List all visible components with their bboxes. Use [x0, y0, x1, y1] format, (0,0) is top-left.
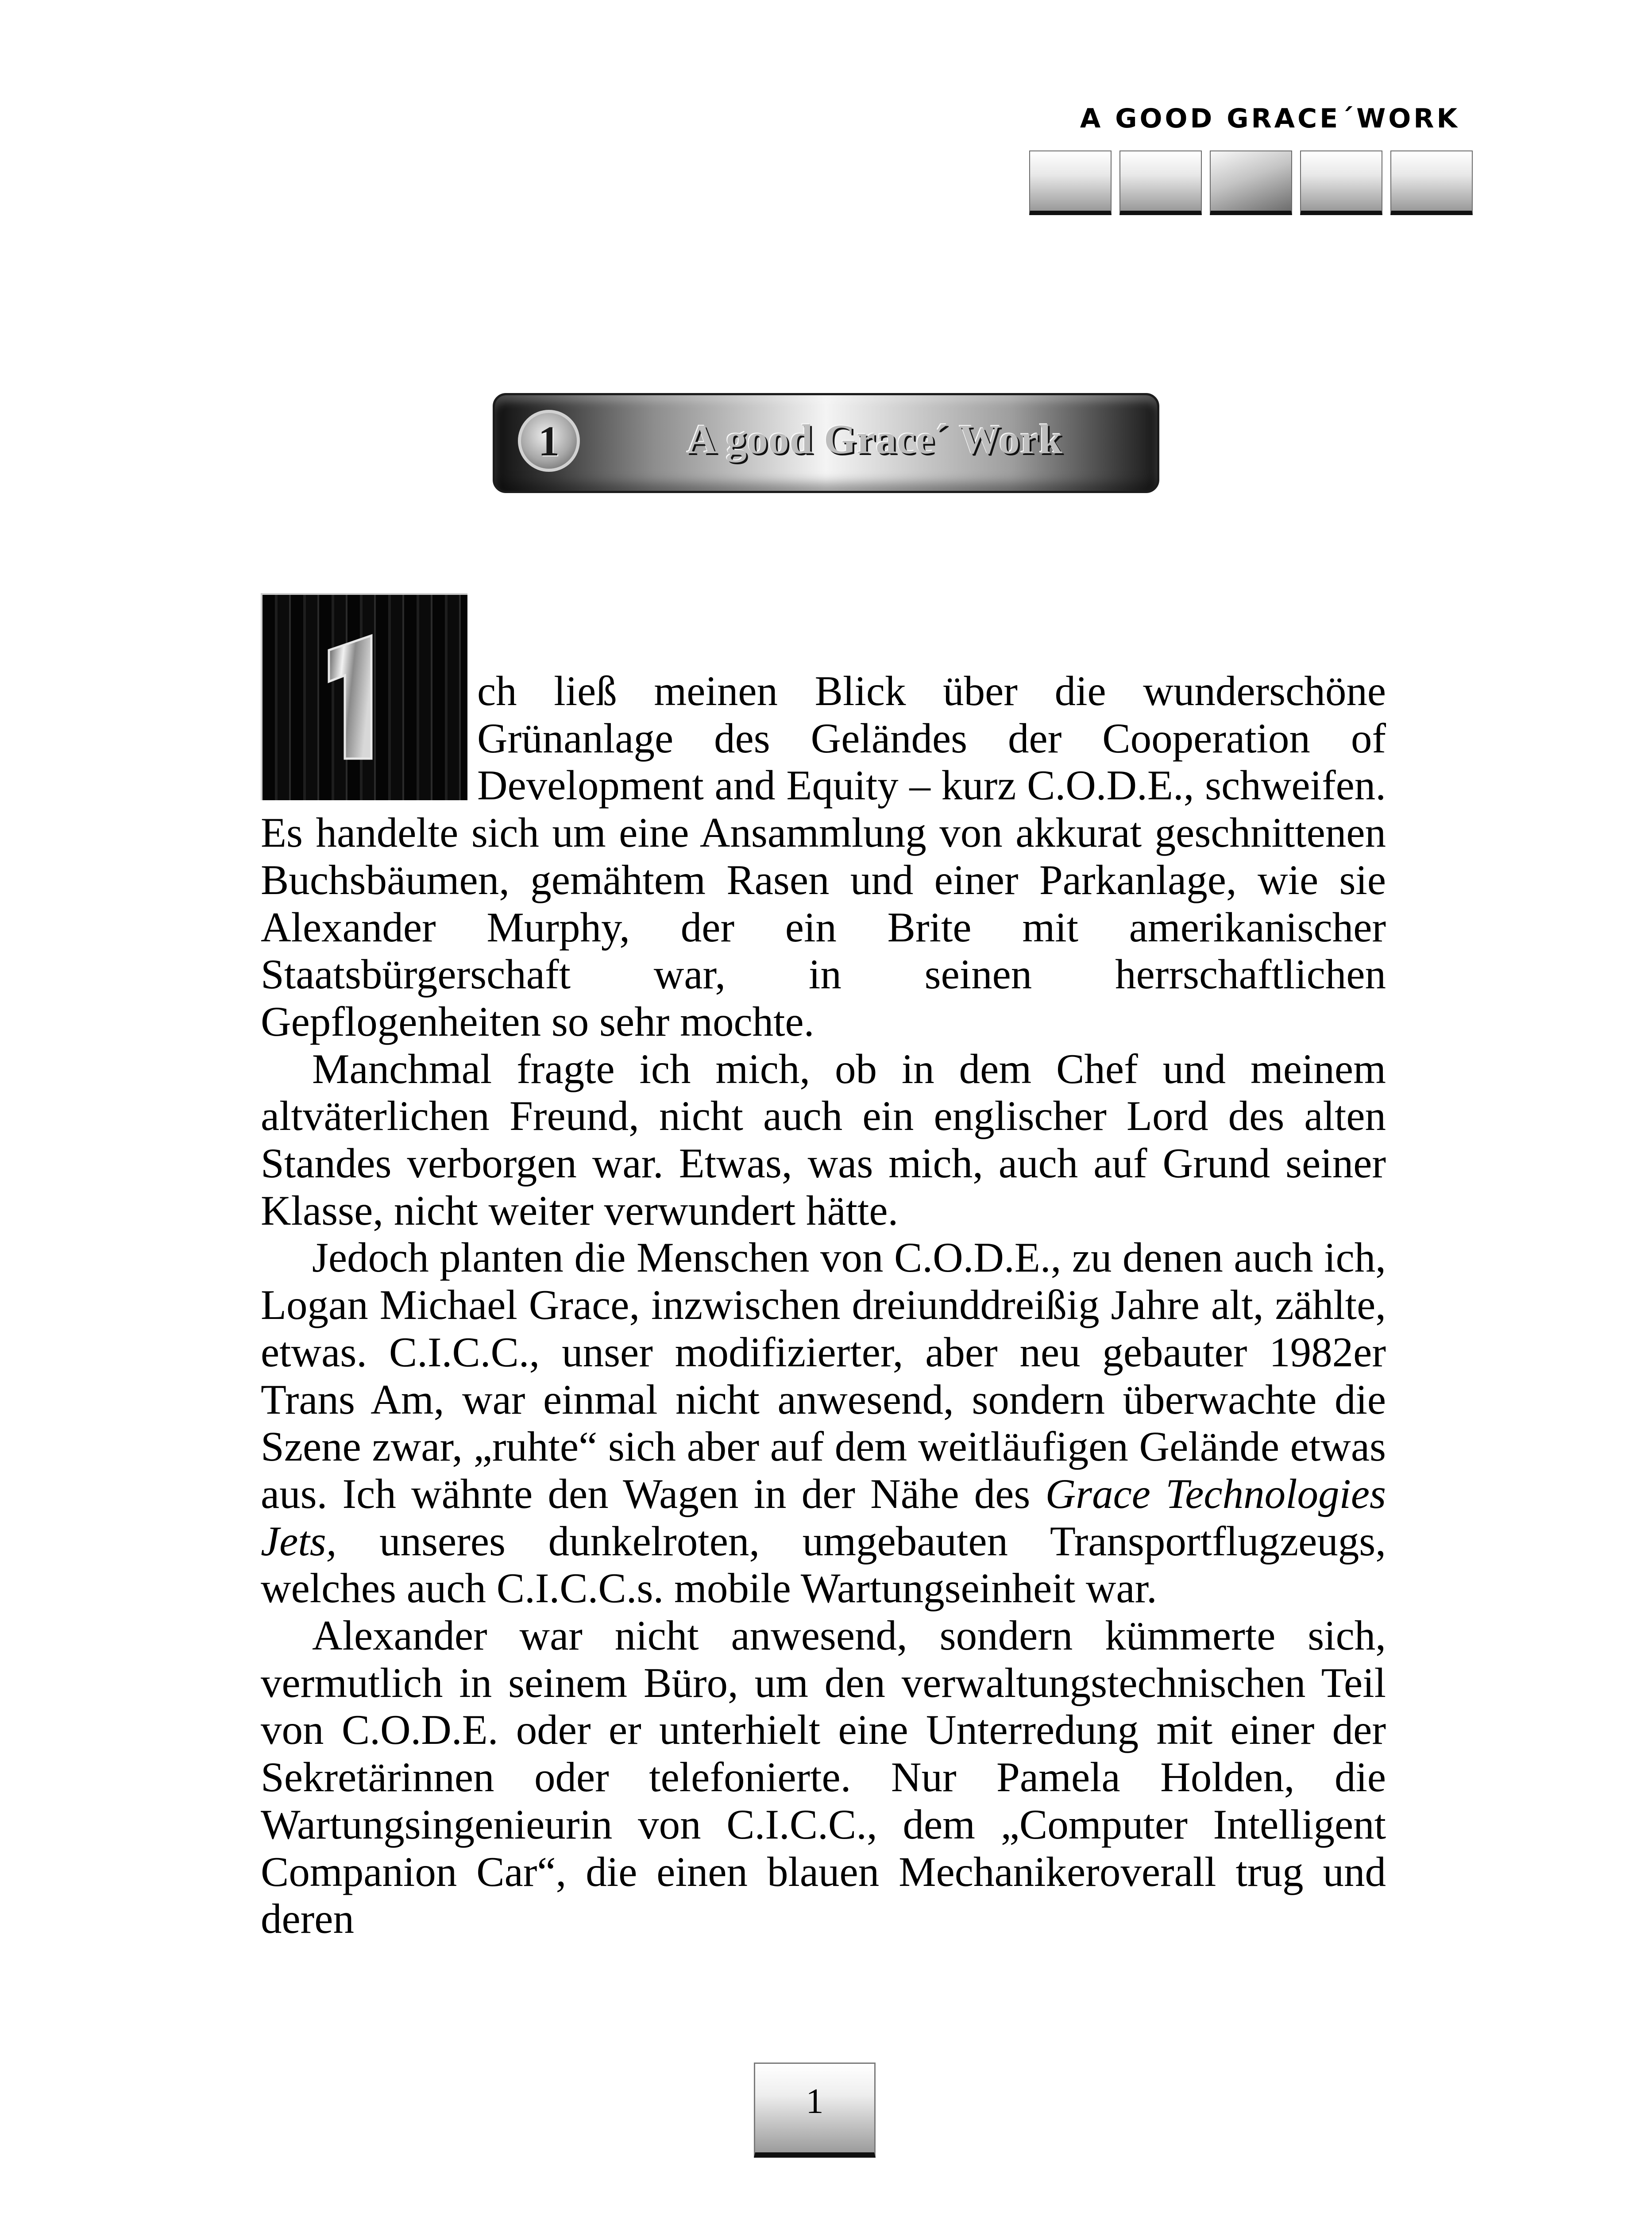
- chapter-title: A good Grace´ Work: [687, 416, 1063, 463]
- paragraph: [261, 1234, 1386, 1612]
- section-tab-strip: [1029, 150, 1474, 221]
- running-title: A GOOD GRACE´WORK: [1080, 103, 1460, 134]
- chapter-number-badge: 1: [518, 410, 580, 472]
- section-tab: [1300, 150, 1382, 215]
- section-tab: [1029, 150, 1112, 215]
- paragraph: ch ließ meinen Blick über die wunderschöne Grünanlage des Geländes der Cooperation of Development and Equity – kurz C.O.D.E., schweifen. Es handelte sich um eine Ansammlung von akkurat geschnittenen Buchsbäumen, gemähtem Rasen und einer Parkanlage, wie sie Alexander Murphy, der ein Brite mit amerikanischer Staatsbürgerschaft war, in seinen herrschaftlichen Gepflogenheiten so sehr mochte.: [261, 667, 1386, 1045]
- page-number: 1: [754, 2063, 876, 2158]
- paragraph: Manchmal fragte ich mich, ob in dem Chef und meinem altväterlichen Freund, nicht auch ein englischer Lord des alten Standes verborgen war. Etwas, was mich, auch auf Grund seiner Klasse, nicht weiter verwundert hätte.: [261, 1045, 1386, 1234]
- body-text: [261, 667, 1386, 1943]
- italic-name: Grace Technologies Jets,: [261, 1470, 1386, 1565]
- paragraph-text: unseres dunkelroten, umgebauten Transportflugzeugs, welches auch C.I.C.C.s. mobile Wartungseinheit war.: [261, 1517, 1386, 1612]
- section-tab: [1390, 150, 1473, 215]
- section-tab-active: [1210, 150, 1292, 215]
- paragraph-text: Jedoch planten die Menschen von C.O.D.E., zu denen auch ich, Logan Michael Grace, inzwischen dreiunddreißig Jahre alt, zählte, etwas. C.I.C.C., unser modifizierter, aber neu gebauter 1982er Trans Am, war einmal nicht anwesend, sondern überwachte die Szene zwar, „ruhte“ sich aber auf dem weitläufigen Gelände etwas aus. Ich wähnte den Wagen in der Nähe des: [261, 1234, 1386, 1517]
- section-tab: [1119, 150, 1202, 215]
- paragraph: Alexander war nicht anwesend, sondern kümmerte sich, vermutlich in seinem Büro, um den verwaltungstechnischen Teil von C.O.D.E. oder er unterhielt eine Unterredung mit einer der Sekretärinnen oder telefonierte. Nur Pamela Holden, die Wartungsingenieurin von C.I.C.C., dem „Computer Intelligent Companion Car“, die einen blauen Mechanikeroverall trug und deren: [261, 1612, 1386, 1943]
- chapter-banner: [493, 393, 1159, 493]
